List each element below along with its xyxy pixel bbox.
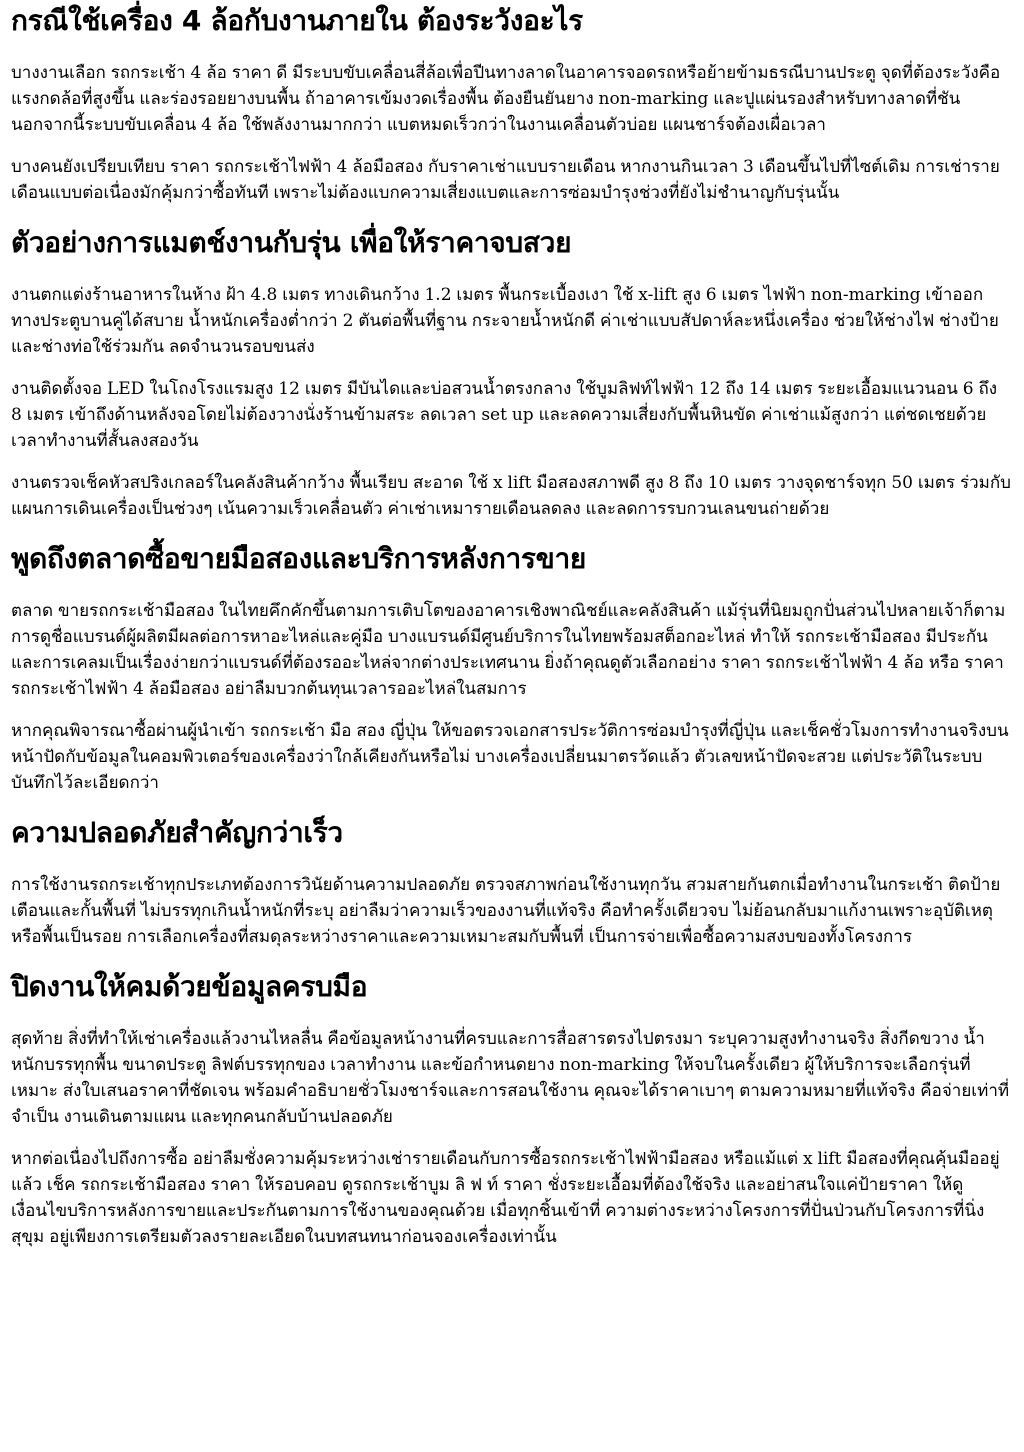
paragraph: งานตกแต่งร้านอาหารในห้าง ฝ้า 4.8 เมตร ทางเดินกว้าง 1.2 เมตร พื้นกระเบื้องเงา ใช้ x-lift สูง 6 เมตร ไฟฟ้า non-marking เข้าออกทางประตูบานคู่ได้สบาย น้ำหนักเครื่องต่ำกว่า 2 ตันต่อพื้นที่ฐาน กระจายน้ำหนักดี ค่าเช่าแบบสัปดาห์ละหนึ่งเครื่อง ช่วยให้ช่างไฟ ช่างป้าย และช่างท่อใช้ร่วมกัน ลดจำนวนรอบขนส่ง	[11, 285, 999, 357]
paragraph: สุดท้าย สิ่งที่ทำให้เช่าเครื่องแล้วงานไหลลื่น คือข้อมูลหน้างานที่ครบและการสื่อสารตรงไปตรงมา ระบุความสูงทำงานจริง สิ่งกีดขวาง น้ำหนักบรรทุกพื้น ขนาดประตู ลิฟต์บรรทุกของ เวลาทำงาน และข้อกำหนดยาง non-marking ให้จบในครั้งเดียว ผู้ให้บริการจะเลือกรุ่นที่เหมาะ ส่งใบเสนอราคาที่ชัดเจน พร้อมคำอธิบายชั่วโมงชาร์จและการสอนใช้งาน คุณจะได้ราคาเบาๆ ตามความหมายที่แท้จริง คือจ่ายเท่าที่จำเป็น งานเดินตามแผน และทุกคนกลับบ้านปลอดภัย	[11, 1029, 1010, 1127]
section-heading: ความปลอดภัยสำคัญกว่าเร็ว	[11, 816, 343, 849]
paragraph: งานติดตั้งจอ LED ในโถงโรงแรมสูง 12 เมตร มีบันไดและบ่อสวนน้ำตรงกลาง ใช้บูมลิฟท์ไฟฟ้า 12 ถึง 14 เมตร ระยะเอื้อมแนวนอน 6 ถึง 8 เมตร เข้าถึงด้านหลังจอโดยไม่ต้องวางนั่งร้านข้ามสระ ลดเวลา set up และลดความเสี่ยงกับพื้นหินขัด ค่าเช่าแม้สูงกว่า แต่ชดเชยด้วยเวลาทำงานที่สั้นลงสองวัน	[11, 379, 998, 451]
section-used-market	[11, 542, 1012, 796]
paragraph: ตลาด ขายรถกระเช้ามือสอง ในไทยคึกคักขึ้นตามการเติบโตของอาคารเชิงพาณิชย์และคลังสินค้า แม้รุ่นที่นิยมถูกปั่นส่วนไปหลายเจ้าก็ตาม การดูชื่อแบรนด์ผู้ผลิตมีผลต่อการหาอะไหล่และคู่มือ บางแบรนด์มีศูนย์บริการในไทยพร้อมสต็อกอะไหล่ ทำให้ รถกระเช้ามือสอง มีประกัน และการเคลมเป็นเรื่องง่ายกว่าแบรนด์ที่ต้องรออะไหล่จากต่างประเทศนาน ยิ่งถ้าคุณดูตัวเลือกอย่าง ราคา รถกระเช้าไฟฟ้า 4 ล้อ หรือ ราคา รถกระเช้าไฟฟ้า 4 ล้อมือสอง อย่าลืมบวกต้นทุนเวลารออะไหล่ในสมการ	[11, 601, 1006, 699]
paragraph: งานตรวจเช็คหัวสปริงเกลอร์ในคลังสินค้ากว้าง พื้นเรียบ สะอาด ใช้ x lift มือสองสภาพดี สูง 8 ถึง 10 เมตร วางจุดชาร์จทุก 50 เมตร ร่วมกับแผนการเดินเครื่องเป็นช่วงๆ เน้นความเร็วเคลื่อนตัว ค่าเช่าเหมารายเดือนลดลง และลดการรบกวนเลนขนถ่ายด้วย	[11, 473, 1011, 519]
section-heading: ปิดงานให้คมด้วยข้อมูลครบมือ	[11, 970, 368, 1003]
paragraph: หากต่อเนื่องไปถึงการซื้อ อย่าลืมชั่งความคุ้มระหว่างเช่ารายเดือนกับการซื้อรถกระเช้าไฟฟ้ามือสอง หรือแม้แต่ x lift มือสองที่คุณคุ้นมืออยู่แล้ว เช็ค รถกระเช้ามือสอง ราคา ให้รอบคอบ ดูรถกระเช้าบูม ลิ ฟ ท์ ราคา ชั่งระยะเอื้อมที่ต้องใช้จริง และอย่าสนใจแค่ป้ายราคา ให้ดูเงื่อนไขบริการหลังการขายและประกันตามการใช้งานของคุณด้วย เมื่อทุกชิ้นเข้าที่ ความต่างระหว่างโครงการที่ปั่นป่วนกับโครงการที่นิ่งสุขุม อยู่เพียงการเตรียมตัวลงรายละเอียดในบทสนทนาก่อนจองเครื่องเท่านั้น	[11, 1149, 1000, 1247]
section-closing	[11, 970, 1012, 1250]
paragraph: บางคนยังเปรียบเทียบ ราคา รถกระเช้าไฟฟ้า 4 ล้อมือสอง กับราคาเช่าแบบรายเดือน หากงานกินเวลา 3 เดือนขึ้นไปที่ไซต์เดิม การเช่ารายเดือนแบบต่อเนื่องมักคุ้มกว่าซื้อทันที เพราะไม่ต้องแบกความเสี่ยงแบตและการซ่อมบำรุงช่วงที่ยังไม่ชำนาญกับรุ่นนั้น	[11, 157, 1000, 203]
paragraph: หากคุณพิจารณาซื้อผ่านผู้นำเข้า รถกระเช้า มือ สอง ญี่ปุ่น ให้ขอตรวจเอกสารประวัติการซ่อมบำรุงที่ญี่ปุ่น และเช็คชั่วโมงการทำงานจริงบนหน้าปัดกับข้อมูลในคอมพิวเตอร์ของเครื่องว่าใกล้เคียงกันหรือไม่ บางเครื่องเปลี่ยนมาตรวัดแล้ว ตัวเลขหน้าปัดจะสวย แต่ประวัติในระบบบันทึกไว้ละเอียดกว่า	[11, 721, 1009, 793]
section-matching-examples	[11, 226, 1012, 522]
paragraph: การใช้งานรถกระเช้าทุกประเภทต้องการวินัยด้านความปลอดภัย ตรวจสภาพก่อนใช้งานทุกวัน สวมสายกันตกเมื่อทำงานในกระเช้า ติดป้ายเตือนและกั้นพื้นที่ ไม่บรรทุกเกินน้ำหนักที่ระบุ อย่าลืมว่าความเร็วของงานที่แท้จริง คือทำครั้งเดียวจบ ไม่ย้อนกลับมาแก้งานเพราะอุบัติเหตุหรือพื้นเป็นรอย การเลือกเครื่องที่สมดุลระหว่างราคาและความเหมาะสมกับพื้นที่ เป็นการจ่ายเพื่อซื้อความสงบของทั้งโครงการ	[11, 875, 1001, 947]
section-4wd-indoor	[11, 4, 1012, 206]
section-heading: พูดถึงตลาดซื้อขายมือสองและบริการหลังการขาย	[11, 542, 586, 575]
section-heading: ตัวอย่างการแมตช์งานกับรุ่น เพื่อให้ราคาจบสวย	[11, 226, 572, 259]
paragraph: บางงานเลือก รถกระเช้า 4 ล้อ ราคา ดี มีระบบขับเคลื่อนสี่ล้อเพื่อปีนทางลาดในอาคารจอดรถหรือย้ายข้ามธรณีบานประตู จุดที่ต้องระวังคือแรงกดล้อที่สูงขึ้น และร่องรอยยางบนพื้น ถ้าอาคารเข้มงวดเรื่องพื้น ต้องยืนยันยาง non-marking และปูแผ่นรองสำหรับทางลาดที่ชัน นอกจากนี้ระบบขับเคลื่อน 4 ล้อ ใช้พลังงานมากกว่า แบตหมดเร็วกว่าในงานเคลื่อนตัวบ่อย แผนชาร์จต้องเผื่อเวลา	[11, 63, 1001, 135]
article	[0, 4, 1024, 1250]
section-safety	[11, 816, 1012, 950]
section-heading: กรณีใช้เครื่อง 4 ล้อกับงานภายใน ต้องระวังอะไร	[11, 4, 583, 37]
